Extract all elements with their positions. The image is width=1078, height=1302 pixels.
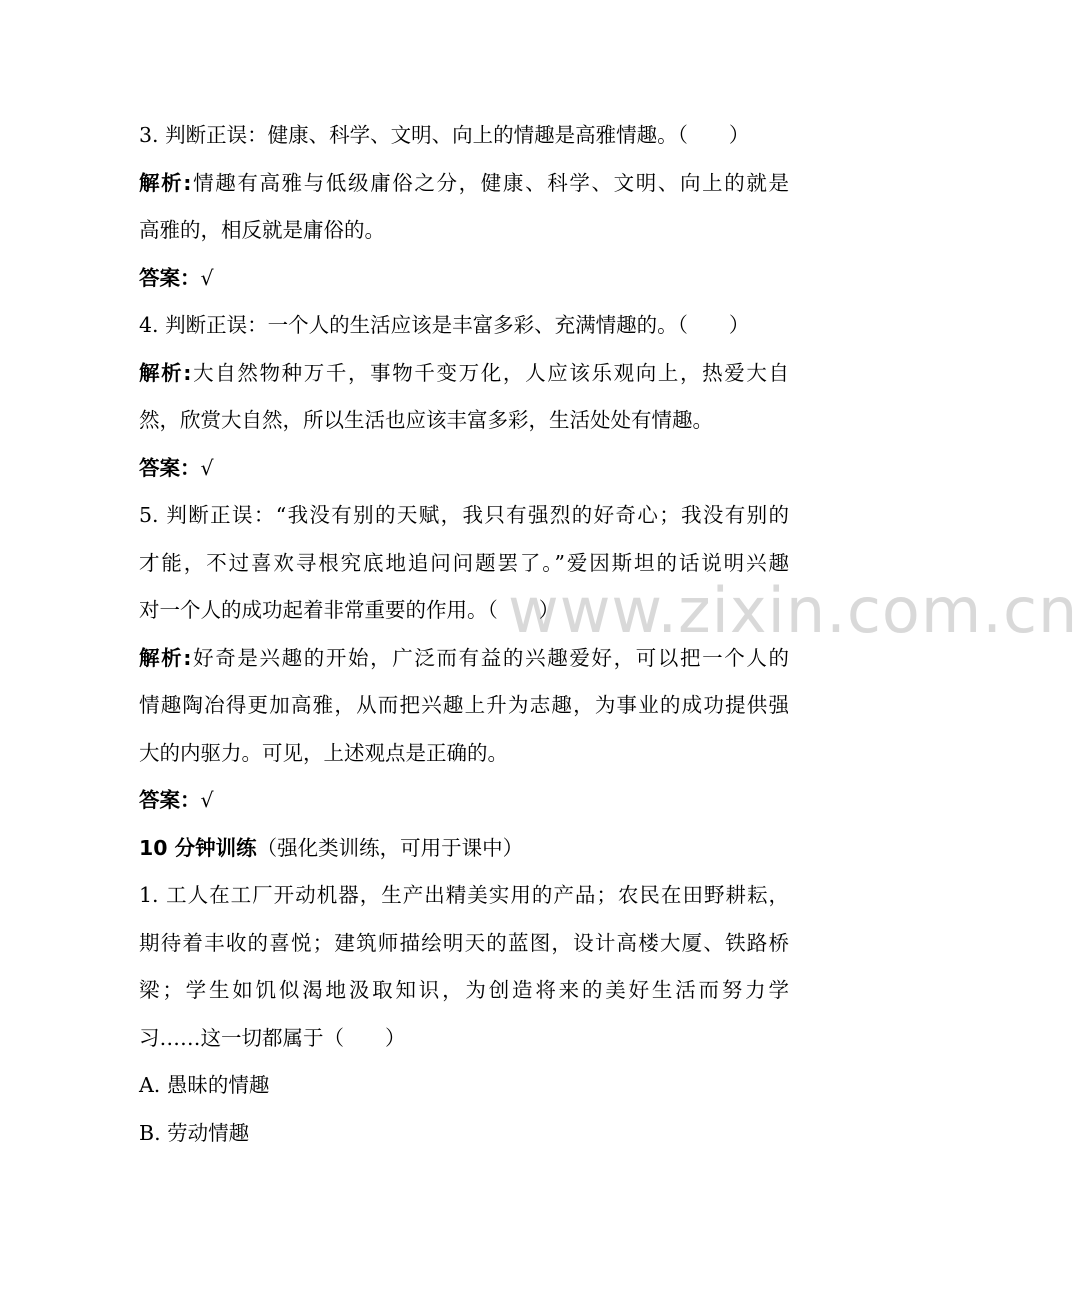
- mc1-question-line4: 习……这一切都属于（ ）: [139, 1025, 406, 1050]
- q5-question-line2: 才能，不过喜欢寻根究底地追问问题罢了。”爱因斯坦的话说明兴趣: [139, 550, 789, 575]
- q3-question: 3. 判断正误：健康、科学、文明、向上的情趣是高雅情趣。（ ）: [139, 123, 750, 147]
- answer-value: √: [200, 788, 214, 812]
- answer-label: 答案：: [139, 788, 201, 812]
- q5-answer: [139, 777, 789, 825]
- q4-analysis-line1: [139, 350, 789, 398]
- q5-analysis-line1: [139, 635, 789, 683]
- analysis-label: 解析:: [139, 645, 192, 670]
- q5-analysis-line3: 大的内驱力。可见，上述观点是正确的。: [139, 740, 508, 765]
- mc1-question-line3: 梁；学生如饥似渴地汲取知识，为创造将来的美好生活而努力学: [139, 978, 789, 1002]
- mc1-option-b: B. 劳动情趣: [139, 1120, 250, 1145]
- mc1-question-line2: 期待着丰收的喜悦；建筑师描绘明天的蓝图，设计高楼大厦、铁路桥: [139, 930, 789, 955]
- section-heading: [139, 825, 789, 873]
- q4-question: 4. 判断正误：一个人的生活应该是丰富多彩、充满情趣的。（ ）: [139, 313, 750, 337]
- section-title: 10 分钟训练: [139, 835, 257, 860]
- section-subtitle: （强化类训练，可用于课中）: [256, 835, 524, 860]
- q5-question-line3: 对一个人的成功起着非常重要的作用。（ ）: [139, 598, 560, 622]
- analysis-label: 解析:: [139, 170, 192, 195]
- mc1-question-line1: 1. 工人在工厂开动机器，生产出精美实用的产品；农民在田野耕耘，: [139, 883, 789, 907]
- q5-question-line1: 5. 判断正误：“我没有别的天赋，我只有强烈的好奇心；我没有别的: [139, 503, 789, 527]
- analysis-text: 好奇是兴趣的开始，广泛而有益的兴趣爱好，可以把一个人的: [191, 645, 790, 670]
- watermark: www.zixin.com.cn: [508, 574, 1078, 647]
- analysis-text: 大自然物种万千，事物千变万化，人应该乐观向上，热爱大自: [191, 360, 790, 385]
- analysis-label: 解析:: [139, 360, 192, 385]
- answer-label: 答案：: [139, 455, 201, 480]
- q3-analysis-line1: [139, 160, 789, 208]
- q5-analysis-line2: 情趣陶冶得更加高雅，从而把兴趣上升为志趣，为事业的成功提供强: [139, 693, 789, 717]
- document-page: [139, 112, 789, 1157]
- q3-answer: [139, 255, 789, 303]
- analysis-text: 情趣有高雅与低级庸俗之分，健康、科学、文明、向上的就是: [191, 170, 790, 195]
- answer-label: 答案：: [139, 265, 201, 290]
- q3-analysis-line2: 高雅的，相反就是庸俗的。: [139, 218, 385, 242]
- mc1-option-a: A. 愚昧的情趣: [139, 1073, 270, 1097]
- q4-answer: [139, 445, 789, 493]
- q4-analysis-line2: 然，欣赏大自然，所以生活也应该丰富多彩，生活处处有情趣。: [139, 408, 713, 432]
- answer-value: √: [200, 265, 214, 290]
- answer-value: √: [200, 455, 214, 480]
